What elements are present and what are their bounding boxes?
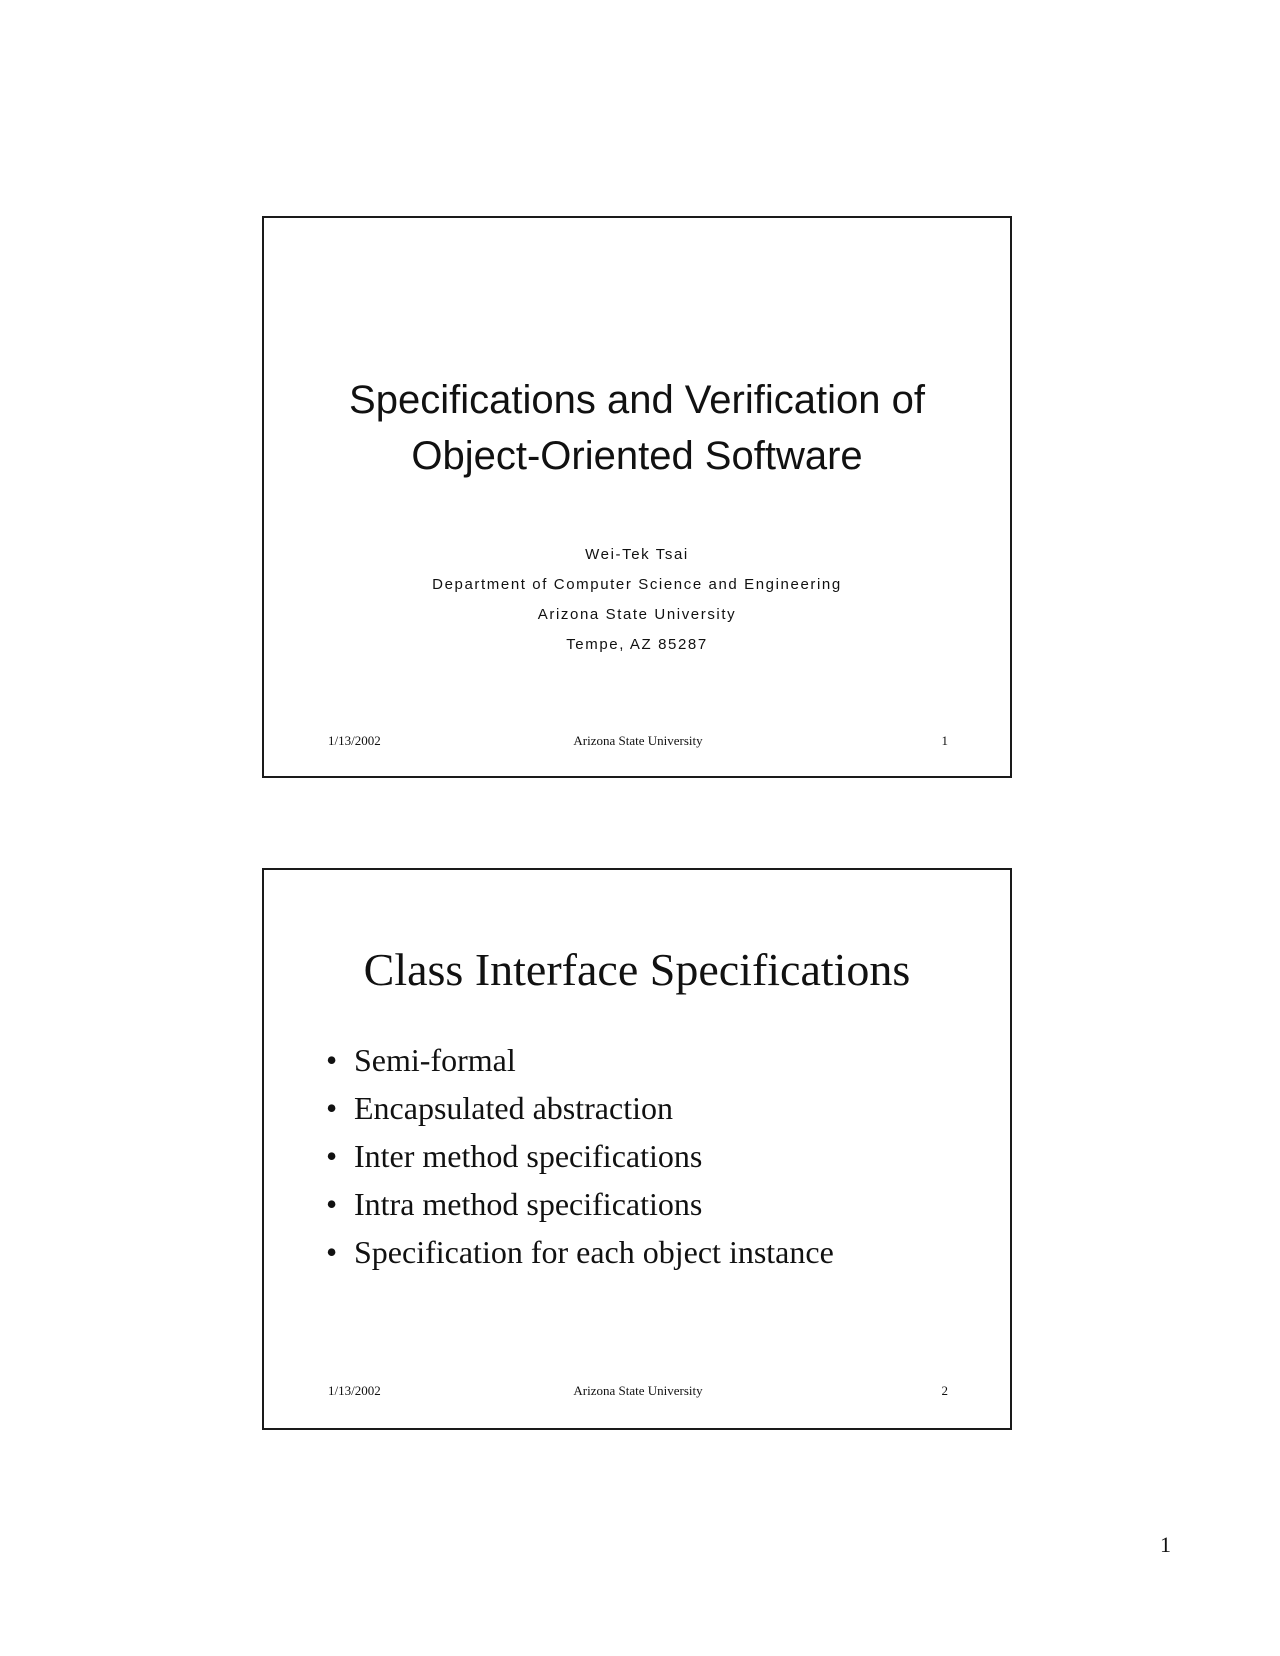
slide-title: Class Interface Specifications (363, 944, 911, 995)
author-block (264, 540, 1010, 660)
slide-title (264, 372, 1010, 484)
footer-slide-number: 1 (941, 733, 948, 748)
list-item (326, 1228, 834, 1276)
list-item (326, 1036, 834, 1084)
footer-org: Arizona State University (573, 1383, 703, 1398)
author-department: Department of Computer Science and Engineering (432, 576, 842, 593)
slide-1 (262, 216, 1012, 778)
title-line-1: Specifications and Verification of (349, 378, 925, 422)
footer-date: 1/13/2002 (328, 733, 381, 748)
bullet-text: Inter method specifications (354, 1138, 703, 1174)
bullet-text: Intra method specifications (354, 1186, 703, 1222)
bullet-icon: • (326, 1042, 338, 1078)
bullet-icon: • (326, 1090, 338, 1126)
list-item (326, 1084, 834, 1132)
bullet-icon: • (326, 1186, 338, 1222)
bullet-icon: • (326, 1234, 338, 1270)
bullet-text: Semi-formal (354, 1042, 516, 1078)
slide-footer (328, 1383, 948, 1403)
footer-date: 1/13/2002 (328, 1383, 381, 1398)
page-number: 1 (1160, 1532, 1171, 1557)
author-name: Wei-Tek Tsai (585, 546, 689, 563)
footer-org: Arizona State University (573, 733, 703, 748)
list-item (326, 1132, 834, 1180)
bullet-list (326, 1036, 834, 1276)
slide-footer (328, 733, 948, 753)
bullet-icon: • (326, 1138, 338, 1174)
bullet-text: Specification for each object instance (354, 1234, 834, 1270)
bullet-text: Encapsulated abstraction (354, 1090, 673, 1126)
slide-2 (262, 868, 1012, 1430)
footer-slide-number: 2 (941, 1383, 948, 1398)
title-line-2: Object-Oriented Software (411, 434, 863, 478)
author-university: Arizona State University (537, 606, 737, 623)
author-location: Tempe, AZ 85287 (566, 636, 708, 653)
list-item (326, 1180, 834, 1228)
